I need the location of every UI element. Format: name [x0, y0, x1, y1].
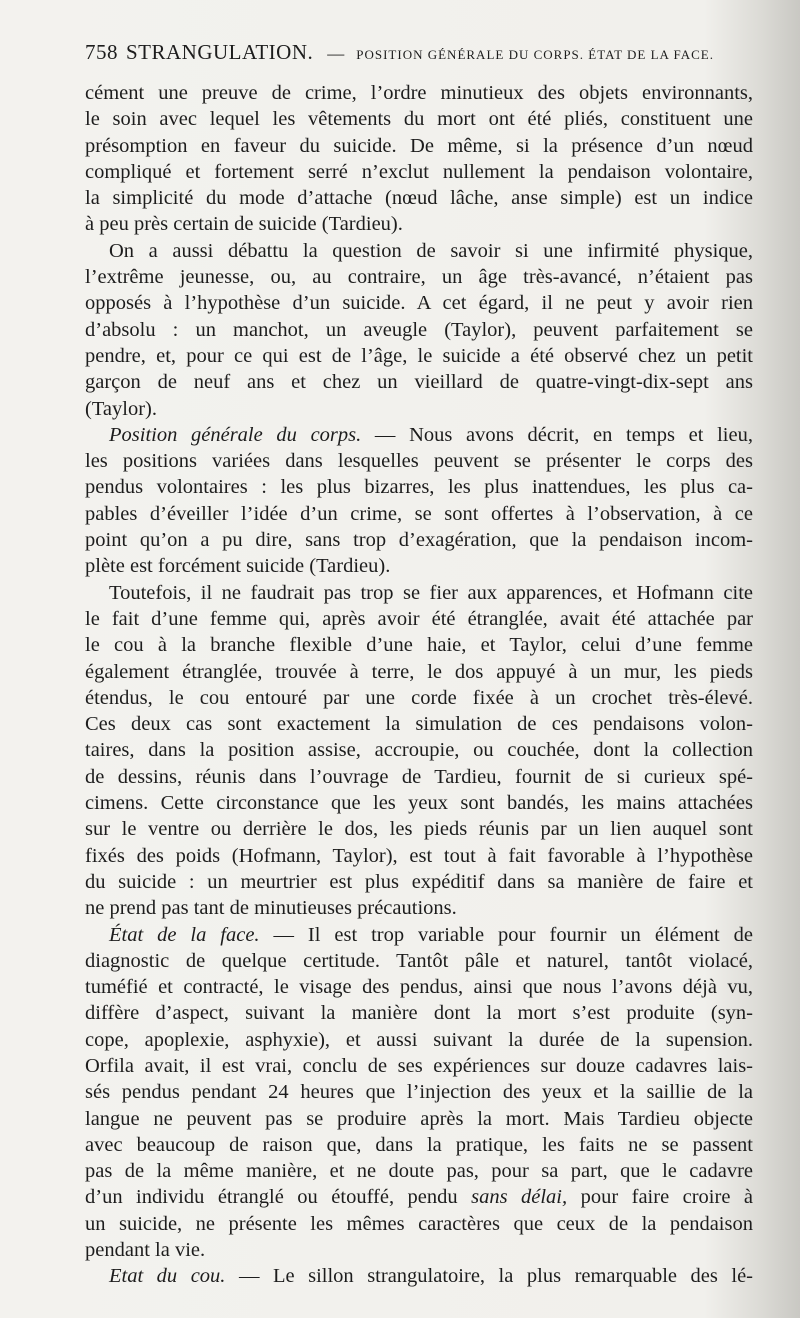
text-line: [85, 474, 753, 500]
text-line: [85, 816, 753, 842]
text-line: [85, 1211, 753, 1237]
text-segment: le soin avec lequel les vêtements du mort ont été pliés, constituent une: [85, 108, 753, 131]
header-dash: —: [327, 44, 345, 63]
text-line: [85, 369, 753, 395]
text-line: [85, 527, 753, 553]
text-segment: un suicide, ne présente les mêmes caractères que ceux de la pendaison: [85, 1212, 753, 1235]
text-segment: cimens. Cette circonstance que les yeux sont bandés, les mains attachées: [85, 792, 753, 815]
text-line: [85, 632, 753, 658]
text-line: [85, 317, 753, 343]
text-segment: ne prend pas tant de minutieuses précautions.: [85, 897, 457, 920]
text-segment: le cou à la branche flexible d’une haie, et Taylor, celui d’une femme: [85, 634, 753, 657]
text-segment: sés pendus pendant 24 heures que l’injection des yeux et la saillie de la: [85, 1081, 753, 1104]
text-line: [85, 948, 753, 974]
page-number: 758: [85, 40, 118, 64]
text-line: [85, 211, 753, 237]
text-line: [85, 396, 753, 422]
text-line: [85, 869, 753, 895]
text-line: [85, 1053, 753, 1079]
text-line: [85, 1132, 753, 1158]
text-segment: diffère d’aspect, suivant la manière dont la mort s’est produite (syn-: [85, 1002, 753, 1025]
text-line: [85, 1184, 753, 1210]
text-line: [85, 343, 753, 369]
text-line: [85, 659, 753, 685]
text-line: [85, 106, 753, 132]
italic-text: sans délai,: [471, 1186, 568, 1209]
text-segment: taires, dans la position assise, accroupie, ou couchée, dont la collection: [85, 739, 753, 762]
text-segment: tuméfié et contracté, le visage des pendus, ainsi que nous l’avons déjà vu,: [85, 976, 753, 999]
text-segment: du suicide : un meurtrier est plus expéditif dans sa manière de faire et: [85, 870, 753, 893]
text-line: [85, 290, 753, 316]
text-segment: d’un individu étranglé ou étouffé, pendu: [85, 1186, 472, 1209]
text-segment: cope, apoplexie, asphyxie), et aussi suivant la durée de la supension.: [85, 1028, 753, 1051]
text-line: [85, 553, 753, 579]
text-segment: l’extrême jeunesse, ou, au contraire, un âge très-avancé, n’étaient pas: [85, 266, 753, 289]
text-line: [85, 1263, 753, 1289]
text-segment: Toutefois, il ne faudrait pas trop se fier aux apparences, et Hofmann cite: [109, 581, 753, 604]
text-segment: sur le ventre ou derrière le dos, les pieds réunis par un lien auquel sont: [85, 818, 753, 841]
italic-text: Position générale du corps.: [109, 423, 362, 446]
text-segment: plète est forcément suicide (Tardieu).: [85, 555, 391, 578]
section-heading: POSITION GÉNÉRALE DU CORPS. ÉTAT DE LA FACE.: [356, 47, 714, 62]
italic-text: État de la face.: [109, 923, 260, 946]
text-line: [85, 764, 753, 790]
text-line: [85, 1106, 753, 1132]
text-segment: On a aussi débattu la question de savoir si une infirmité physique,: [109, 239, 753, 262]
italic-text: Etat du cou.: [109, 1265, 226, 1288]
text-line: [85, 711, 753, 737]
text-segment: pendre, et, pour ce qui est de l’âge, le suicide a été observé chez un petit: [85, 344, 753, 367]
text-segment: présomption en faveur du suicide. De même, si la présence d’un nœud: [85, 134, 753, 157]
text-segment: diagnostic de quelque certitude. Tantôt pâle et naturel, tantôt violacé,: [85, 949, 753, 972]
running-title: STRANGULATION.: [126, 40, 314, 64]
text-segment: point qu’on a pu dire, sans trop d’exagération, que la pendaison incom-: [85, 529, 753, 552]
text-line: [85, 1000, 753, 1026]
text-line: [85, 1079, 753, 1105]
text-segment: — Nous avons décrit, en temps et lieu,: [361, 423, 753, 446]
text-segment: compliqué et fortement serré n’exclut nullement la pendaison volontaire,: [85, 160, 753, 183]
text-line: [85, 895, 753, 921]
text-segment: Orfila avait, il est vrai, conclu de ses expériences sur douze cadavres lais-: [85, 1054, 753, 1077]
text-segment: le fait d’une femme qui, après avoir été étranglée, avait été attachée par: [85, 607, 753, 630]
text-segment: (Taylor).: [85, 397, 157, 420]
text-line: [85, 606, 753, 632]
text-line: [85, 238, 753, 264]
text-segment: pour faire croire à: [567, 1186, 753, 1209]
text-segment: la simplicité du mode d’attache (nœud lâche, anse simple) est un indice: [85, 187, 753, 210]
text-segment: opposés à l’hypothèse d’un suicide. A cet égard, il ne peut y avoir rien: [85, 292, 753, 315]
text-line: [85, 422, 753, 448]
body-text: [85, 80, 753, 1290]
text-segment: de dessins, réunis dans l’ouvrage de Tardieu, fournit de si curieux spé-: [85, 765, 753, 788]
text-segment: Ces deux cas sont exactement la simulation de ces pendaisons volon-: [85, 713, 753, 736]
text-line: [85, 501, 753, 527]
text-segment: — Il est trop variable pour fournir un élément de: [259, 923, 753, 946]
text-line: [85, 685, 753, 711]
text-segment: garçon de neuf ans et chez un vieillard de quatre-vingt-dix-sept ans: [85, 371, 753, 394]
text-line: [85, 185, 753, 211]
text-line: [85, 737, 753, 763]
text-line: [85, 580, 753, 606]
running-header: [85, 40, 755, 65]
text-line: [85, 159, 753, 185]
text-line: [85, 974, 753, 1000]
text-line: [85, 843, 753, 869]
text-line: [85, 922, 753, 948]
text-segment: fixés des poids (Hofmann, Taylor), est tout à fait favorable à l’hypothèse: [85, 844, 753, 867]
text-line: [85, 1237, 753, 1263]
text-line: [85, 790, 753, 816]
text-segment: pables d’éveiller l’idée d’un crime, se sont offertes à l’observation, à ce: [85, 502, 753, 525]
text-line: [85, 1027, 753, 1053]
text-segment: les positions variées dans lesquelles peuvent se présenter le corps des: [85, 450, 753, 473]
text-segment: langue ne peuvent pas se produire après la mort. Mais Tardieu objecte: [85, 1107, 753, 1130]
text-segment: cément une preuve de crime, l’ordre minutieux des objets environnants,: [85, 82, 753, 104]
text-line: [85, 448, 753, 474]
text-line: [85, 1158, 753, 1184]
text-segment: également étranglée, trouvée à terre, le dos appuyé à un mur, les pieds: [85, 660, 753, 683]
text-segment: pas de la même manière, et ne doute pas, pour sa part, que le cadavre: [85, 1160, 753, 1183]
text-line: [85, 80, 753, 106]
text-segment: avec beaucoup de raison que, dans la pratique, les faits ne se passent: [85, 1133, 753, 1156]
text-line: [85, 133, 753, 159]
text-segment: à peu près certain de suicide (Tardieu).: [85, 213, 403, 236]
text-segment: étendus, le cou entouré par une corde fixée à un crochet très-élevé.: [85, 686, 753, 709]
text-segment: — Le sillon strangulatoire, la plus remarquable des lé-: [225, 1265, 753, 1288]
text-line: [85, 264, 753, 290]
text-segment: pendus volontaires : les plus bizarres, les plus inattendues, les plus ca-: [85, 476, 753, 499]
text-segment: d’absolu : un manchot, un aveugle (Taylor), peuvent parfaitement se: [85, 318, 753, 341]
text-segment: pendant la vie.: [85, 1239, 206, 1262]
